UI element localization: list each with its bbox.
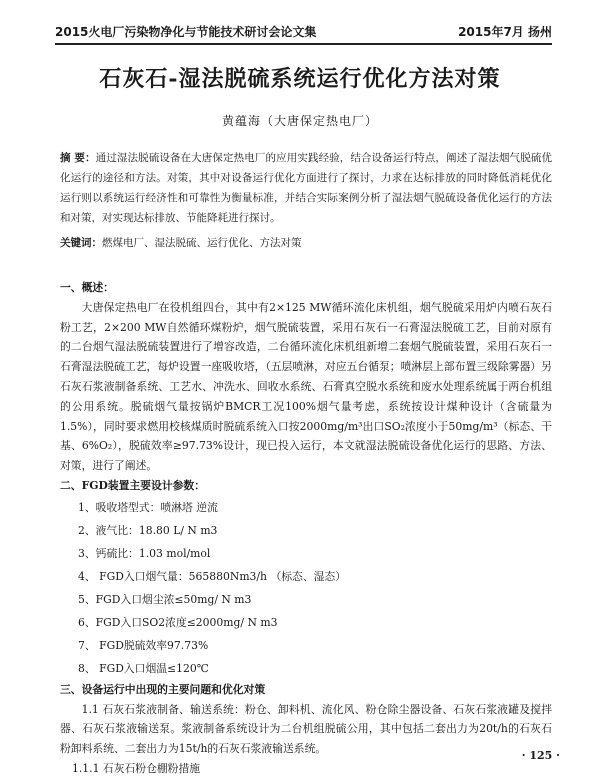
- param-item: 8、 FGD入口烟温≤120℃: [78, 661, 209, 675]
- section-1-paragraph: 大唐保定热电厂在役机组四台，其中有2×125 MW循环流化床机组，烟气脱硫采用炉内喷石灰石粉工艺，2×200 MW自然循环煤粉炉，烟气脱硫装置，采用石灰石一石膏湿法脱硫工艺，目前对原有的二台烟气湿法脱硫装置进行了增容改造，二台循环流化床机组新增二套烟气脱硫装置，采用石灰石一石膏湿法脱硫工艺，每炉设置一座吸收塔，（五层喷淋，对应五台循泵；喷淋层上部布置三级除雾器）另石灰石浆液制备系统、工艺水、冲洗水、回收水系统、石膏真空脱水系统和废水处理系统属于两台机组的公用系统。脱硫烟气量按锅炉BMCR工况100%烟气量考虑，系统按设计煤种设计（含硫量为1.5%），同时要求燃用校核煤质时脱硫系统入口按2000mg/m³出口SO₂浓度小于50mg/m³（标态、干基、6%O₂），脱硫效率≥97.73%设计，现已投入运行，本文就湿法脱硫设备优化运行的思路、方法、对策，进行了阐述。: [60, 300, 552, 473]
- subsection-heading: 1.1.1 石灰石粉仓棚粉措施: [72, 761, 201, 775]
- author-line: 黄蕴海（大唐保定热电厂）: [221, 114, 378, 128]
- paper-body: [60, 278, 552, 779]
- page-number: · 125 ·: [521, 749, 560, 762]
- abstract-text: 通过湿法脱硫设备在大唐保定热电厂的应用实践经验，结合设备运行特点，阐述了湿法烟气脱硫优化运行的途径和方法。对策，其中对设备运行优化方面进行了探讨，力求在达标排放的同时降低消耗优化运行则以系统运行经济性和可靠性为衡量标准，并结合实际案例分析了湿法烟气脱硫设备优化运行的方法和对策，对实现达标排放、节能降耗进行探讨。: [60, 152, 553, 224]
- header-date-location: 2015年7月 扬州: [458, 25, 552, 39]
- section-2-heading: 二、FGD装置主要设计参数：: [60, 478, 206, 492]
- param-item: 4、 FGD入口烟气量：565880Nm3/h （标态、湿态）: [78, 569, 347, 583]
- section-3-paragraph: 1.1 石灰石浆液制备、输送系统：粉仓、卸料机、流化风、粉仓除尘器设备、石灰石浆液罐及搅拌器、石灰石浆液输送泵。浆液制备系统设计为二台机组脱硫公用，其中包括二套出力为20t/h的石灰石粉卸料系统、二套出力为15t/h的石灰石浆液输送系统。: [60, 702, 552, 756]
- abstract-label: 摘 要：: [60, 152, 96, 164]
- header-proceedings-title: 2015火电厂污染物净化与节能技术研讨会论文集: [55, 25, 317, 39]
- param-item: 3、钙硫比：1.03 mol/mol: [78, 546, 211, 560]
- section-1-heading: 一、概述：: [60, 281, 114, 294]
- keywords-text: 燃煤电厂、湿法脱硫、运行优化、方法对策: [102, 237, 302, 249]
- paper-title: 石灰石-湿法脱硫系统运行优化方法对策: [99, 66, 501, 92]
- abstract: [60, 148, 552, 228]
- running-header: [55, 18, 552, 45]
- keywords-label: 关键词：: [60, 237, 102, 249]
- param-item: 1、吸收塔型式：喷淋塔 逆流: [78, 500, 218, 514]
- param-item: 6、FGD入口SO2浓度≤2000mg/ N m3: [78, 615, 278, 629]
- param-item: 5、FGD入口烟尘浓≤50mg/ N m3: [78, 592, 252, 606]
- param-item: 7、 FGD脱硫效率97.73%: [78, 638, 209, 652]
- keywords: [60, 234, 552, 252]
- param-item: 2、液气比：18.80 L/ N m3: [78, 523, 218, 537]
- section-3-heading: 三、设备运行中出现的主要问题和优化对策: [60, 682, 266, 696]
